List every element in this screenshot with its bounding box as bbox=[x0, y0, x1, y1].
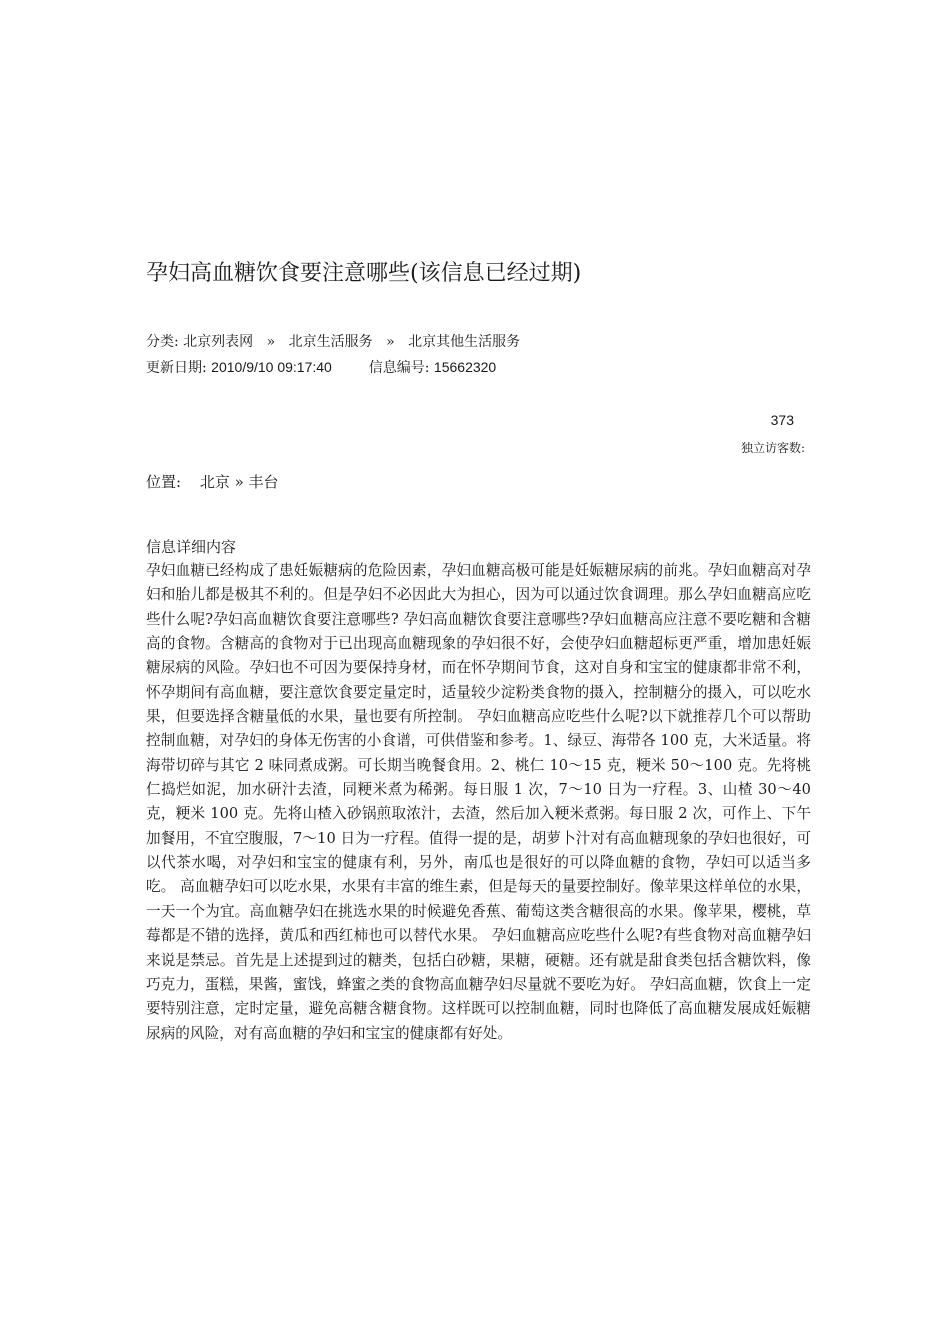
breadcrumb-separator: » bbox=[386, 334, 395, 350]
info-id-value: 15662320 bbox=[433, 359, 497, 375]
page-title: 孕妇高血糖饮食要注意哪些(该信息已经过期) bbox=[146, 261, 582, 286]
breadcrumb-item-1[interactable]: 北京列表网 bbox=[183, 334, 254, 350]
category-label: 分类: bbox=[146, 334, 179, 350]
breadcrumb-item-3[interactable]: 北京其他生活服务 bbox=[408, 334, 521, 350]
visitor-count-label: 独立访客数: bbox=[740, 441, 805, 455]
visitor-count: 373 bbox=[770, 412, 794, 428]
location-label: 位置: bbox=[146, 473, 182, 491]
content-body: 孕妇血糖已经构成了患妊娠糖病的危险因素，孕妇血糖高极可能是妊娠糖尿病的前兆。孕妇血糖高对孕妇和胎儿都是极其不利的。但是孕妇不必因此大为担心，因为可以通过饮食调理。那么孕妇血糖高应吃些什么呢?孕妇高血糖饮食要注意哪些? 孕妇高血糖饮食要注意哪些?孕妇血糖高应注意不要吃糖和含糖高的食物。含糖高的食物对于已出现高血糖现象的孕妇很不好，会使孕妇血糖超标更严重，增加患妊娠糖尿病的风险。孕妇也不可因为要保持身材，而在怀孕期间节食，这对自身和宝宝的健康都非常不利，怀孕期间有高血糖，要注意饮食要定量定时，适量较少淀粉类食物的摄入，控制糖分的摄入，可以吃水果，但要选择含糖量低的水果，量也要有所控制。 孕妇血糖高应吃些什么呢?以下就推荐几个可以帮助控制血糖，对孕妇的身体无伤害的小食谱，可供借鉴和参考。1、绿豆、海带各 100 克，大米适量。将海带切碎与其它 2 味同煮成粥。可长期当晚餐食用。2、桃仁 10～15 克，粳米 50～100 克。先将桃仁捣烂如泥，加水研汁去渣，同粳米煮为稀粥。每日服 1 次，7～10 日为一疗程。3、山楂 30～40 克，粳米 100 克。先将山楂入砂锅煎取浓汁，去渣，然后加入粳米煮粥。每日服 2 次，可作上、下午加餐用，不宜空腹服，7～10 日为一疗程。值得一提的是，胡萝卜汁对有高血糖现象的孕妇也很好，可以代茶水喝，对孕妇和宝宝的健康有利，另外，南瓜也是很好的可以降血糖的食物，孕妇可以适当多吃。 高血糖孕妇可以吃水果，水果有丰富的维生素，但是每天的量要控制好。像苹果这样单位的水果，一天一个为宜。高血糖孕妇在挑选水果的时候避免香蕉、葡萄这类含糖很高的水果。像苹果，樱桃，草莓都是不错的选择，黄瓜和西红柿也可以替代水果。 孕妇血糖高应吃些什么呢?有些食物对高血糖孕妇来说是禁忌。首先是上述提到过的糖类，包括白砂糖，果糖，硬糖。还有就是甜食类包括含糖饮料，像巧克力，蛋糕，果酱，蜜饯，蜂蜜之类的食物高血糖孕妇尽量就不要吃为好。 孕妇高血糖，饮食上一定要特别注意，定时定量，避免高糖含糖食物。这样既可以控制血糖，同时也降低了高血糖发展成妊娠糖尿病的风险，对有高血糖的孕妇和宝宝的健康都有好处。 bbox=[146, 562, 811, 1042]
update-date-value: 2010/9/10 09:17:40 bbox=[211, 359, 332, 375]
update-date-label: 更新日期: bbox=[146, 360, 207, 376]
update-info bbox=[146, 356, 496, 379]
category-breadcrumb bbox=[146, 331, 520, 353]
content-heading: 信息详细内容 bbox=[146, 538, 237, 556]
location bbox=[146, 470, 279, 494]
info-id-label: 信息编号: bbox=[368, 360, 430, 376]
breadcrumb-item-2[interactable]: 北京生活服务 bbox=[288, 334, 373, 350]
breadcrumb-separator: » bbox=[266, 334, 276, 350]
location-value[interactable]: 北京 » 丰台 bbox=[199, 473, 279, 491]
